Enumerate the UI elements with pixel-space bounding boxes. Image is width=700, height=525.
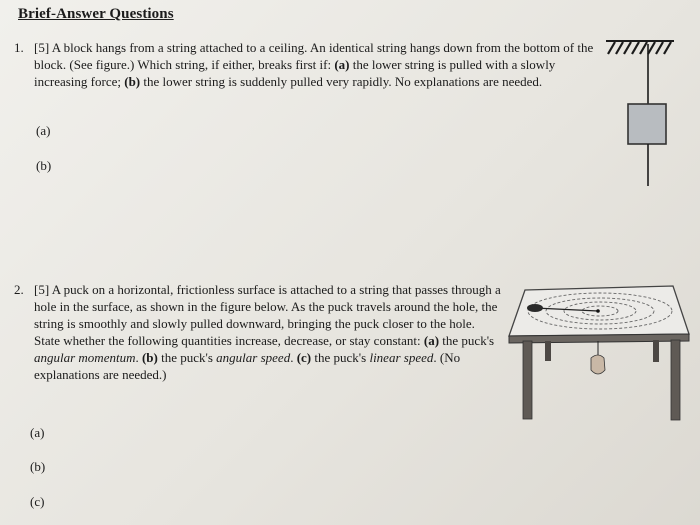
question-text xyxy=(34,281,504,383)
question-1 xyxy=(14,39,599,90)
question-number: 1. xyxy=(14,40,24,55)
part-a-end: . xyxy=(135,350,139,365)
part-a-text: the puck's xyxy=(439,333,495,348)
part-c-label: (c) xyxy=(293,350,312,365)
puck-table-figure-icon xyxy=(505,278,695,428)
part-a-text: the lower string is pulled with a slowly increasing force; xyxy=(34,57,556,89)
points-label: [5] xyxy=(34,40,50,55)
question-prompt: A puck on a horizontal, frictionless surface is attached to a string that passes through a hole in the surface, as shown in the figure below. As the puck travels around the hole, the string is smoothly and slowly pulled downward, bringing the puck closer to the hole. State whether the following quantities increase, decrease, or stay constant: xyxy=(34,282,501,348)
answer-label-2a: (a) xyxy=(30,425,45,440)
answer-label-2b: (b) xyxy=(30,459,46,474)
part-a-label: (a) xyxy=(423,333,440,348)
part-b-end: . xyxy=(290,350,294,365)
question-prompt: A block hangs from a string attached to a ceiling. An identical string hangs down from the bottom of the block. (See figure.) Which string, if either, breaks first if: xyxy=(34,40,594,72)
part-a-label: (a) xyxy=(334,57,350,72)
answer-label-1b: (b) xyxy=(36,158,52,173)
part-b-label: (b) xyxy=(124,74,141,89)
part-b-term: angular speed xyxy=(216,350,291,365)
question-2 xyxy=(14,281,504,383)
hanging-block-figure-icon xyxy=(598,36,680,201)
part-a-term: angular momentum xyxy=(34,350,136,365)
part-c-end: . xyxy=(433,350,437,365)
answer-label-2c: (c) xyxy=(30,494,45,509)
points-label: [5] xyxy=(34,282,50,297)
answer-label-1a: (a) xyxy=(36,123,51,138)
page-title: Brief-Answer Questions xyxy=(18,6,174,22)
part-c-term: linear speed xyxy=(369,350,434,365)
question-tail: (No explanations are needed.) xyxy=(34,350,461,382)
question-text xyxy=(34,39,599,90)
question-number: 2. xyxy=(14,282,24,297)
part-b-label: (b) xyxy=(138,350,158,365)
part-c-text: the puck's xyxy=(311,350,370,365)
part-b-text: the puck's xyxy=(157,350,217,365)
part-b-text: the lower string is suddenly pulled very rapidly. No explanations are needed. xyxy=(140,74,543,89)
